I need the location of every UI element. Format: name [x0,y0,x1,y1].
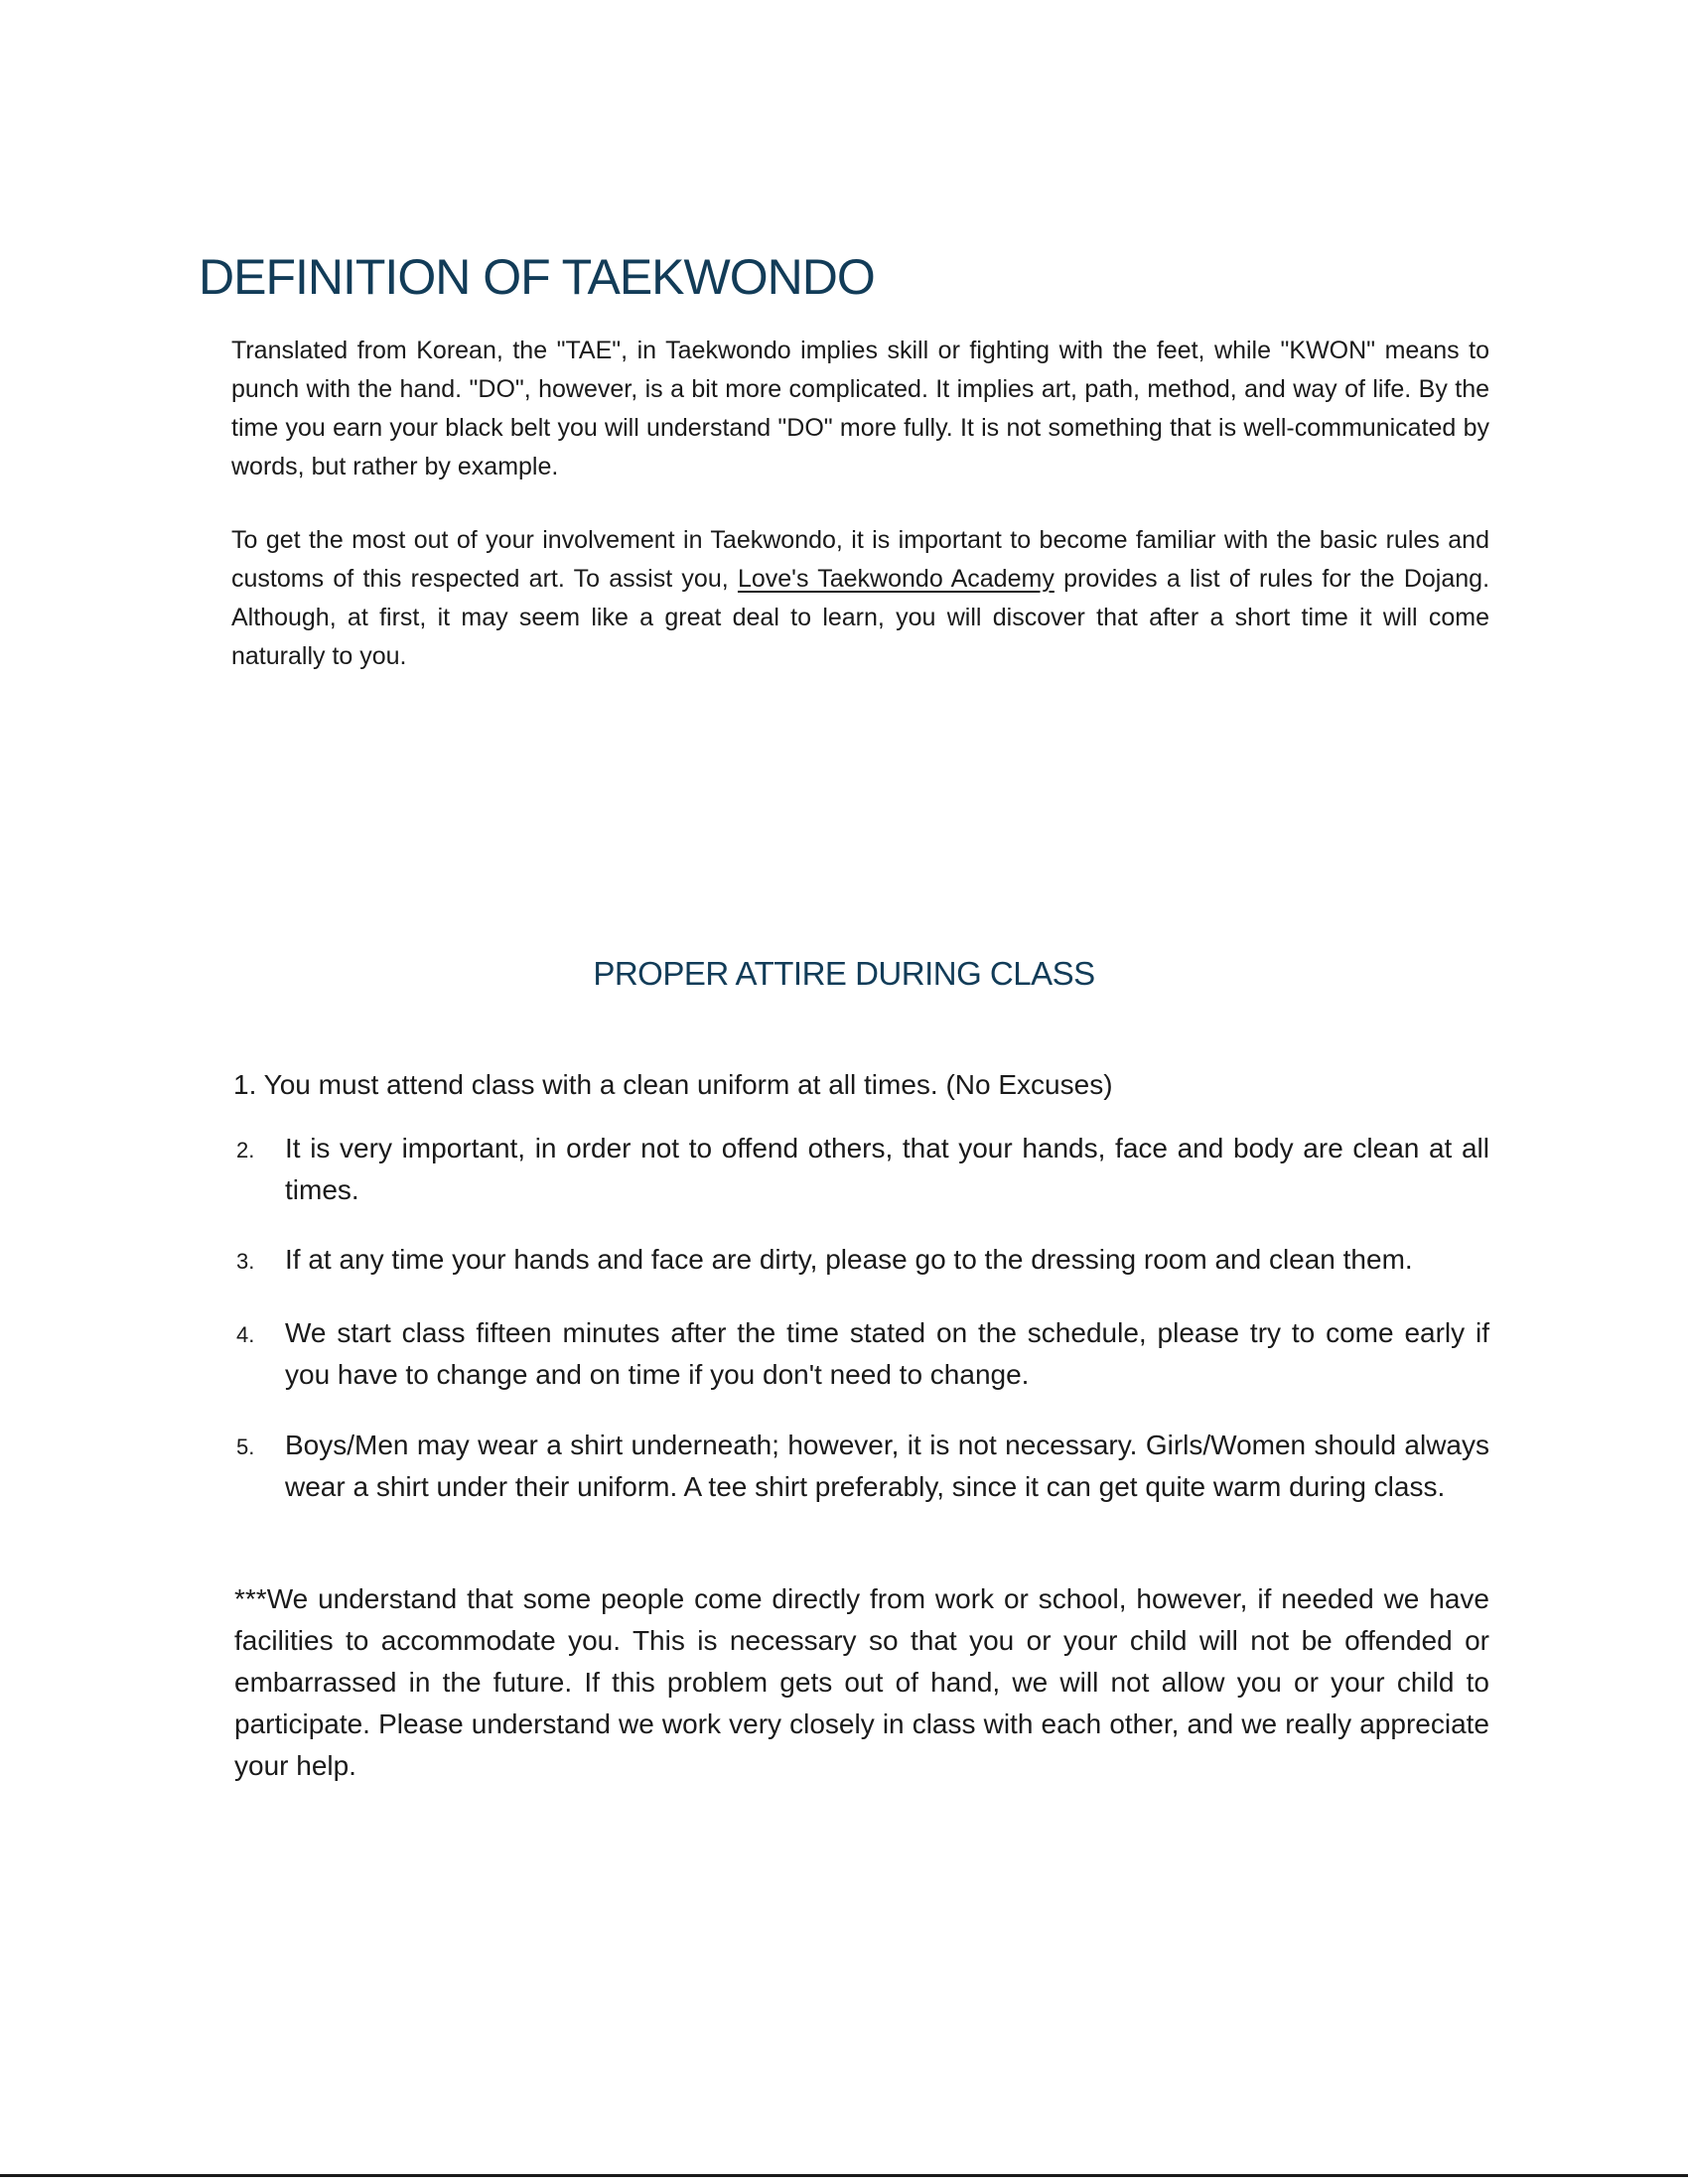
attire-note: ***We understand that some people come directly from work or school, however, if needed we have facilities to accommodate you. This is necessary so that you or your child will not be offended or embarrassed in the future. If this problem gets out of hand, we will not allow you or your child to participate. Please understand we work very closely in class with each other, and we really appreciate your help. [234,1583,1489,1781]
academy-link[interactable]: Love's Taekwondo Academy [737,565,1055,593]
definition-paragraph-2-text-end: provides a list of rules for the Dojang. Although, at first, it may seem like a great deal to learn, you will discover that after a short time it will come naturally to you. [231,565,1490,670]
rule-item-2 [236,1128,1489,1211]
rule-number: 5. [236,1434,255,1459]
definition-paragraph-1: Translated from Korean, the "TAE", in Taekwondo implies skill or fighting with the feet, while "KWON" means to punch with the hand. "DO", however, is a bit more complicated. It implies art, path, method, and way of life. By the time you earn your black belt you will understand "DO" more fully. It is not something that is well-communicated by words, but rather by example. [231,337,1489,480]
rule-number: 4. [236,1322,255,1347]
rule-number: 3. [236,1249,255,1274]
definition-paragraph-2-text-start: To get the most out of your involvement in Taekwondo, it is important to become familiar with the basic rules and customs of this respected art. To assist you, [231,526,1489,593]
rule-item-5 [236,1425,1489,1508]
rule-text: If at any time your hands and face are dirty, please go to the dressing room and clean them. [285,1244,1413,1275]
page-title: DEFINITION OF TAEKWONDO [199,249,875,305]
rule-item-3 [236,1239,1489,1281]
rule-text: Boys/Men may wear a shirt underneath; however, it is not necessary. Girls/Women should always wear a shirt under their uniform. A tee shirt preferably, since it can get quite warm during class. [285,1430,1489,1502]
rule-text: We start class fifteen minutes after the time stated on the schedule, please try to come early if you have to change and on time if you don't need to change. [285,1317,1489,1390]
rule-item-1: 1. You must attend class with a clean uniform at all times. (No Excuses) [233,1069,1113,1100]
rule-number: 2. [236,1138,255,1162]
rule-text: It is very important, in order not to offend others, that your hands, face and body are clean at all times. [285,1133,1489,1205]
page-bottom-divider [0,2174,1688,2177]
section-title: PROPER ATTIRE DURING CLASS [593,955,1095,992]
rule-item-4 [236,1312,1489,1396]
definition-paragraph-2 [231,521,1489,676]
